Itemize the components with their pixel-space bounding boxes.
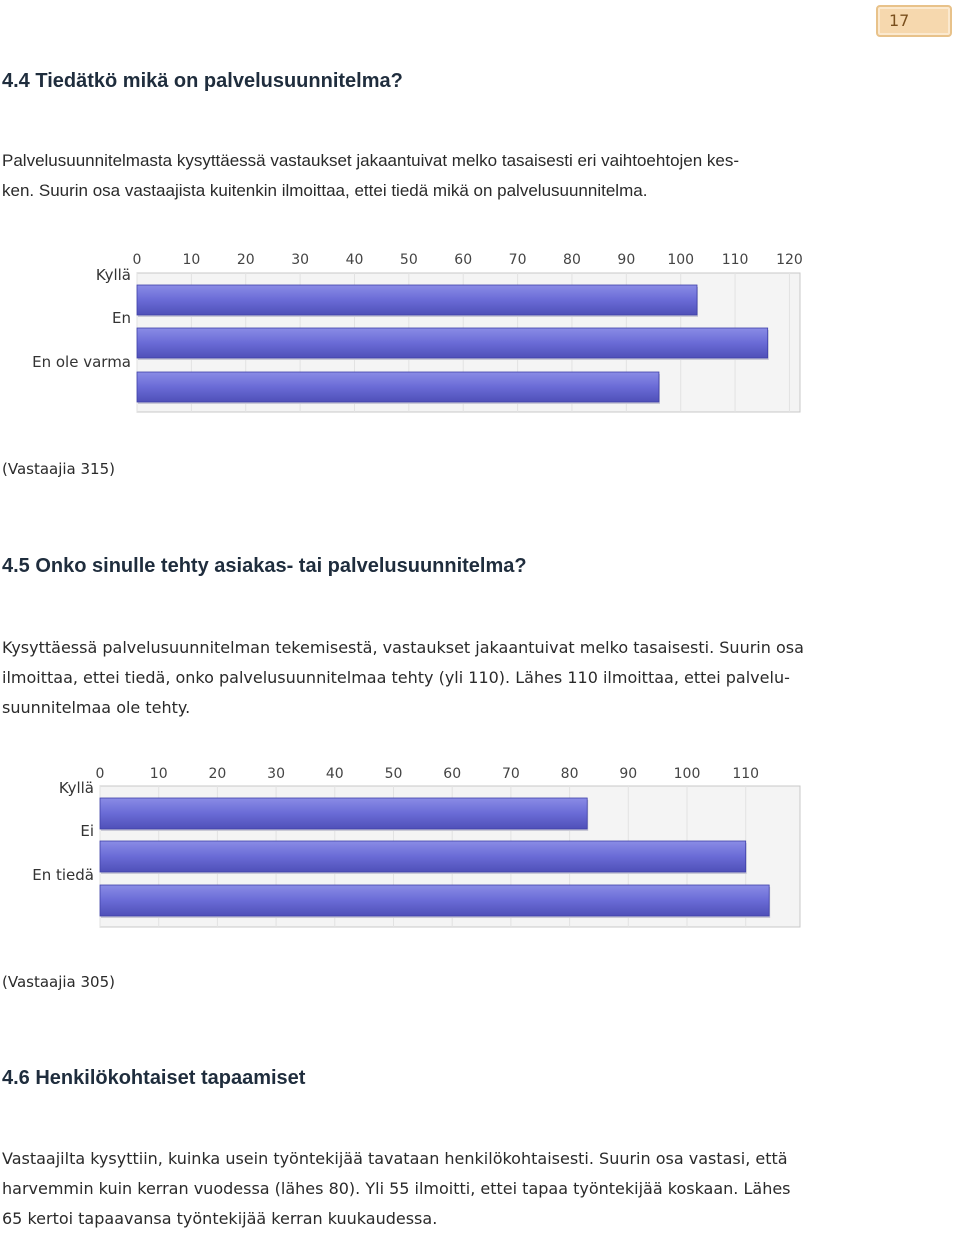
x-tick-label: 70: [501, 766, 520, 782]
x-tick-label: 50: [399, 252, 418, 268]
section-paragraph-4-5: Kysyttäessä palvelusuunnitelman tekemisestä, vastaukset jakaantuivat melko tasaisesti. Suurin osa ilmoittaa, ettei tiedä, onko palvelusuunnitelmaa tehty (yli 110). Lähes 110 ilmoittaa, ettei palvelu- suunnitelmaa ole tehty.: [2, 638, 804, 717]
bar-kyllä: [100, 798, 587, 829]
category-label: Ei: [80, 822, 94, 840]
x-tick-label: 50: [384, 766, 403, 782]
x-tick-label: 110: [721, 252, 749, 268]
x-tick-label: 110: [732, 766, 760, 782]
x-tick-label: 0: [132, 252, 142, 268]
x-tick-label: 20: [208, 766, 227, 782]
x-tick-label: 10: [149, 766, 168, 782]
x-tick-label: 60: [454, 252, 473, 268]
x-tick-label: 20: [236, 252, 255, 268]
category-label: Kyllä: [58, 779, 94, 797]
bar-en-ole-varma: [137, 372, 659, 402]
x-tick-label: 70: [508, 252, 527, 268]
x-tick-label: 30: [267, 766, 286, 782]
section-heading-4-4: 4.4 Tiedätkö mikä on palvelusuunnitelma?: [2, 70, 403, 92]
category-label: Kyllä: [95, 266, 131, 284]
bar-ei: [100, 841, 746, 872]
x-tick-label: 80: [563, 252, 581, 268]
x-tick-label: 120: [776, 252, 803, 268]
page-number-badge: 17: [876, 5, 952, 37]
section-heading-4-5: 4.5 Onko sinulle tehty asiakas- tai palvelusuunnitelma?: [2, 555, 527, 577]
chart-onko-tehty-suunnitelma: [0, 755, 820, 935]
bar-en: [137, 328, 768, 358]
x-tick-label: 10: [182, 252, 201, 268]
section-paragraph-4-4: Palvelusuunnitelmasta kysyttäessä vastaukset jakaantuivat melko tasaisesti eri vaihtoehtojen kes- ken. Suurin osa vastaajista kuitenkin ilmoittaa, ettei tiedä mikä on palvelusuunnitelma.: [2, 151, 740, 200]
bar-kyllä: [137, 285, 697, 315]
chart-tiedatko-palvelusuunnitelma: [0, 240, 820, 420]
x-tick-label: 90: [617, 252, 636, 268]
category-label: En tiedä: [32, 866, 94, 884]
section-heading-4-6: 4.6 Henkilökohtaiset tapaamiset: [2, 1067, 306, 1089]
category-label: En: [112, 309, 131, 327]
x-tick-label: 100: [673, 766, 701, 782]
x-tick-label: 60: [443, 766, 462, 782]
section-paragraph-4-6: Vastaajilta kysyttiin, kuinka usein työntekijää tavataan henkilökohtaisesti. Suurin osa vastasi, että harvemmin kuin kerran vuodessa (lähes 80). Yli 55 ilmoitti, ettei tapaa työntekijää koskaan. Lähes 65 kertoi tapaavansa työntekijää kerran kuukaudessa.: [2, 1149, 791, 1228]
x-tick-label: 0: [95, 766, 105, 782]
respondents-caption-4-5: (Vastaajia 305): [2, 973, 115, 991]
bar-en-tiedä: [100, 885, 769, 916]
x-tick-label: 90: [619, 766, 638, 782]
respondents-caption-4-4: (Vastaajia 315): [2, 460, 115, 478]
x-tick-label: 100: [667, 252, 695, 268]
x-tick-label: 40: [345, 252, 364, 268]
x-tick-label: 80: [560, 766, 579, 782]
x-tick-label: 40: [325, 766, 344, 782]
category-label: En ole varma: [32, 353, 131, 371]
x-tick-label: 30: [291, 252, 310, 268]
